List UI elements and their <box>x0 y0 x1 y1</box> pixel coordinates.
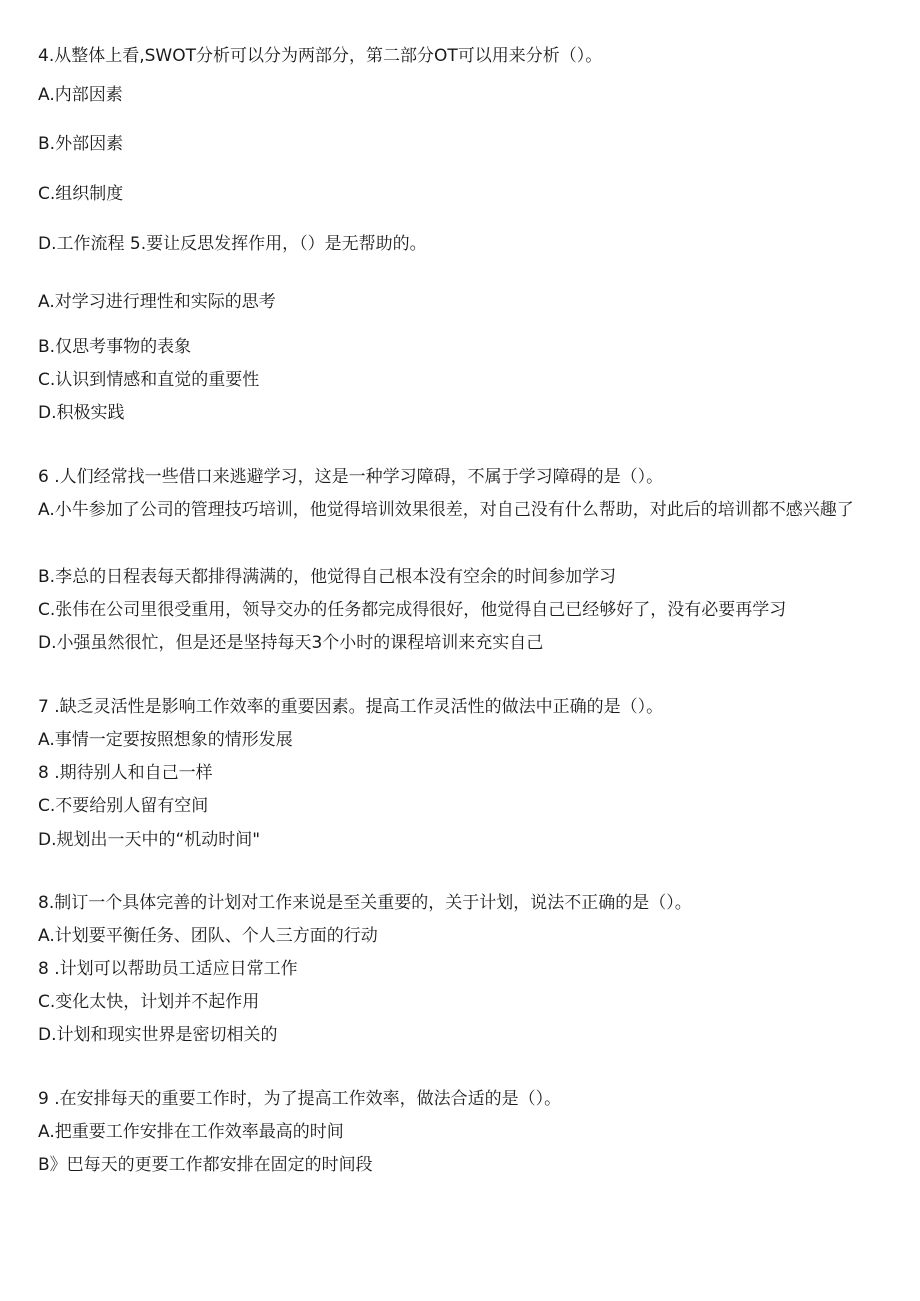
option-c: C.不要给别人留有空间 <box>38 796 209 816</box>
option-b: B.仅思考事物的表象 <box>38 337 192 357</box>
question-4: 4.从整体上看,SWOT分析可以分为两部分，第二部分OT可以用来分析（）。 <box>38 46 603 66</box>
option-c: C.组织制度 <box>38 184 124 204</box>
question-6: 6 .人们经常找一些借口来逃避学习，这是一种学习障碍，不属于学习障碍的是（）。 <box>38 467 664 487</box>
option-c: C.认识到情感和直觉的重要性 <box>38 370 260 390</box>
option-d: D.计划和现实世界是密切相关的 <box>38 1025 278 1045</box>
question-9: 9 .在安排每天的重要工作时，为了提高工作效率，做法合适的是（）。 <box>38 1089 562 1109</box>
option-b: 8 .期待别人和自己一样 <box>38 763 213 783</box>
option-a: A.把重要工作安排在工作效率最高的时间 <box>38 1122 344 1142</box>
option-c: C.张伟在公司里很受重用，领导交办的任务都完成得很好，他觉得自己已经够好了，没有必要再学习 <box>38 600 787 620</box>
option-a: A.事情一定要按照想象的情形发展 <box>38 730 293 750</box>
question-7: 7 .缺乏灵活性是影响工作效率的重要因素。提高工作灵活性的做法中正确的是（）。 <box>38 697 664 717</box>
option-a: A.内部因素 <box>38 85 123 105</box>
option-d: D.积极实践 <box>38 403 125 423</box>
option-a: A.对学习进行理性和实际的思考 <box>38 292 276 312</box>
option-b: B》巴每天的更要工作都安排在固定的时间段 <box>38 1155 373 1175</box>
option-b: B.外部因素 <box>38 134 124 154</box>
option-a: A.计划要平衡任务、团队、个人三方面的行动 <box>38 926 378 946</box>
option-d-and-question-5: D.工作流程 5.要让反思发挥作用，（）是无帮助的。 <box>38 234 427 254</box>
option-a: A.小牛参加了公司的管理技巧培训，他觉得培训效果很差，对自己没有什么帮助，对此后的培训都不感兴趣了 <box>38 500 854 520</box>
option-b: 8 .计划可以帮助员工适应日常工作 <box>38 959 298 979</box>
question-8: 8.制订一个具体完善的计划对工作来说是至关重要的，关于计划，说法不正确的是（）。 <box>38 893 692 913</box>
option-b: B.李总的日程表每天都排得满满的，他觉得自己根本没有空余的时间参加学习 <box>38 567 617 587</box>
option-d: D.小强虽然很忙，但是还是坚持每天3个小时的课程培训来充实自己 <box>38 633 544 653</box>
option-c: C.变化太快，计划并不起作用 <box>38 992 260 1012</box>
option-d: D.规划出一天中的“机动时间" <box>38 830 261 850</box>
